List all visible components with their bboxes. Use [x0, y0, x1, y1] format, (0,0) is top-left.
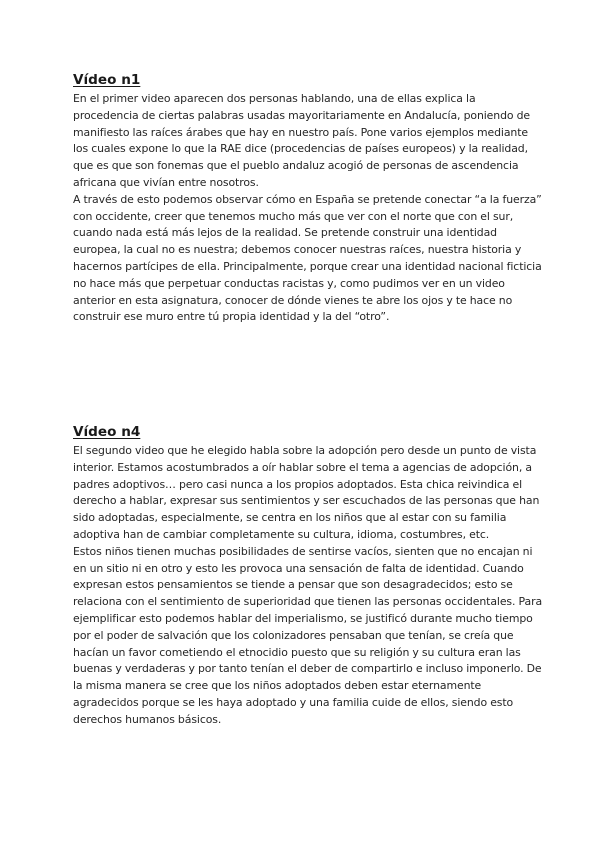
- paragraph: El segundo video que he elegido habla sobre la adopción pero desde un punto de vista interior. Estamos acostumbrados a oír hablar sobre el tema a agencias de adopción, a padres adoptivos… pero casi nunca a los propios adoptados. Esta chica reivindica el derecho a hablar, expresar sus sentimientos y ser escuchados de las personas que han sido adoptadas, especialmente, se centra en los niños que al estar con su familia adoptiva han de cambiar completamente su cultura, idioma, costumbres, etc.: [73, 444, 540, 541]
- paragraph: En el primer video aparecen dos personas hablando, una de ellas explica la procedencia de ciertas palabras usadas mayoritariamente en Andalucía, poniendo de manifiesto las raíces árabes que hay en nuestro país. Pone varios ejemplos mediante los cuales expone lo que la RAE dice (procedencias de países europeos) y la realidad, que es que son fonemas que el pueblo andaluz acogió de personas de ascendencia africana que vivían entre nosotros.: [73, 92, 531, 189]
- section-heading: Vídeo n4: [73, 424, 141, 440]
- paragraph: A través de esto podemos observar cómo en España se pretende conectar “a la fuerza” con occidente, creer que tenemos mucho más que ver con el norte que con el sur, cuando nada está más lejos de la realidad. Se pretende construir una identidad europea, la cual no es nuestra; debemos conocer nuestras raíces, nuestra historia y hacernos partícipes de ella. Principalmente, porque crear una identidad nacional ficticia no hace más que perpetuar conductas racistas y, como pudimos ver en un video anterior en esta asignatura, conocer de dónde vienes te abre los ojos y te hace no construir ese muro entre tú propia identidad y la del “otro”.: [73, 192, 542, 324]
- section-video-n1: [73, 72, 543, 326]
- section-heading: Vídeo n1: [73, 72, 141, 88]
- section-video-n4: [73, 424, 543, 729]
- paragraph: Estos niños tienen muchas posibilidades de sentirse vacíos, sienten que no encajan ni en un sitio ni en otro y esto les provoca una sensación de falta de identidad. Cuando expresan estos pensamientos se tiende a pensar que son desagradecidos; esto se relaciona con el sentimiento de superioridad que tienen las personas occidentales. Para ejemplificar esto podemos hablar del imperialismo, se justificó durante mucho tiempo por el poder de salvación que los colonizadores pensaban que tenían, se creía que hacían un favor cometiendo el etnocidio puesto que su religión y su cultura eran las buenas y verdaderas y por tanto tenían el deber de compartirlo e incluso imponerlo. De la misma manera se cree que los niños adoptados deben estar eternamente agradecidos porque se les haya adoptado y una familia cuide de ellos, siendo esto derechos humanos básicos.: [73, 544, 543, 726]
